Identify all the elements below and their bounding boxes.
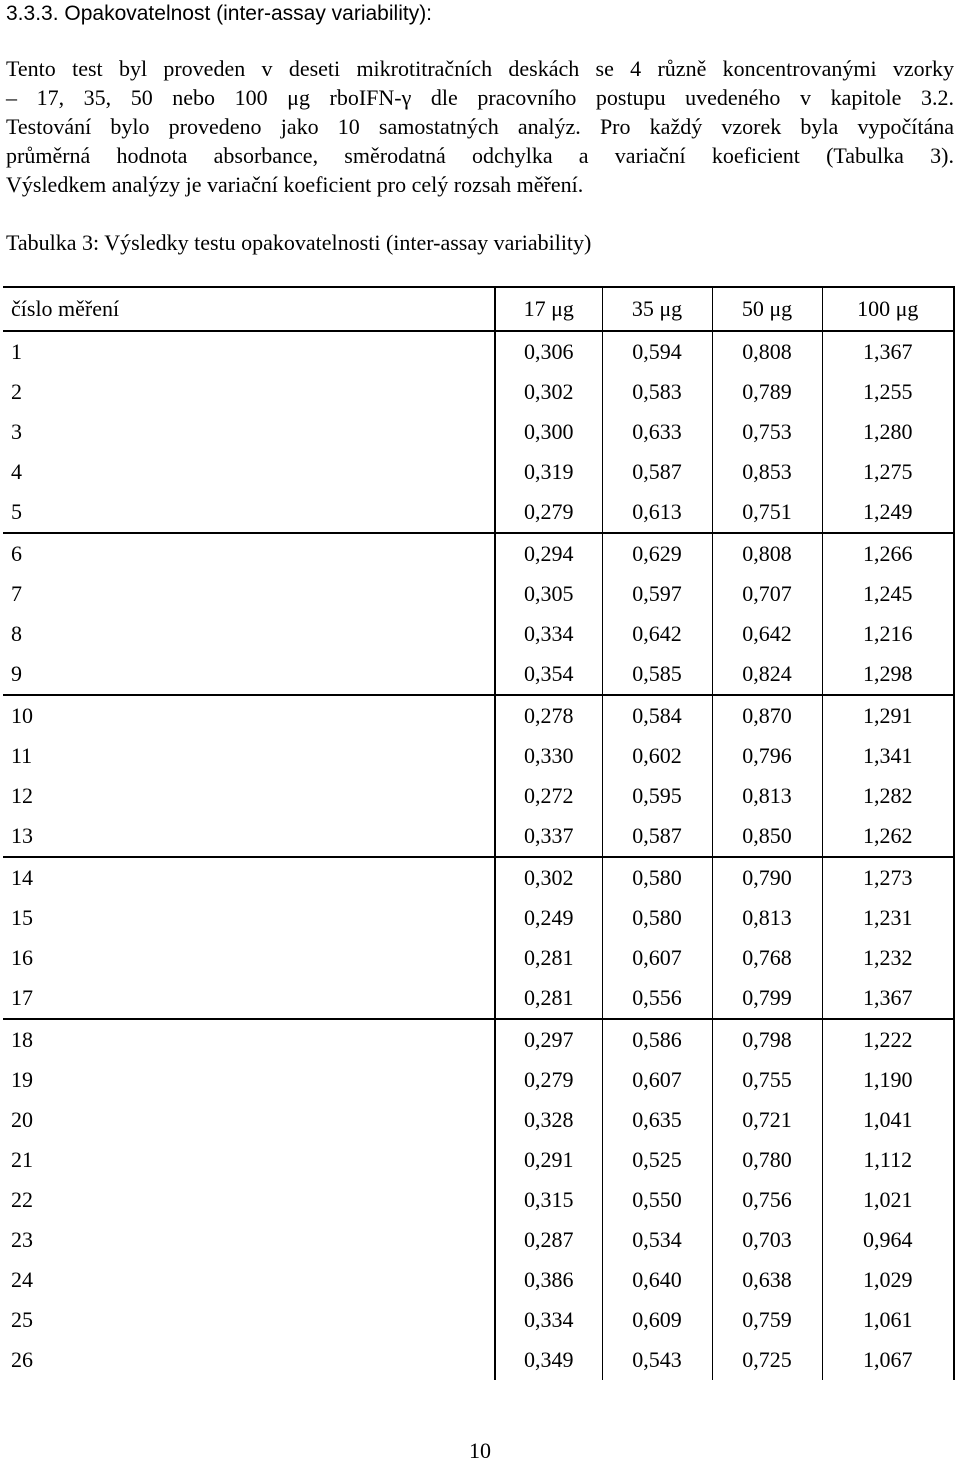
paragraph-line: – 17, 35, 50 nebo 100 μg rboIFN-γ dle pracovního postupu uvedeného v kapitole 3.2. <box>6 85 954 110</box>
value-cell: 0,799 <box>712 978 822 1019</box>
measurement-number-cell: 21 <box>3 1140 495 1180</box>
paragraph-line: průměrná hodnota absorbance, směrodatná odchylka a variační koeficient (Tabulka 3). <box>6 143 954 168</box>
table-row <box>3 978 954 1019</box>
table-row <box>3 776 954 816</box>
value-cell: 0,759 <box>712 1300 822 1340</box>
value-cell: 0,584 <box>602 695 712 736</box>
value-cell: 0,287 <box>495 1220 602 1260</box>
measurement-number-cell: 8 <box>3 614 495 654</box>
measurement-number-cell: 10 <box>3 695 495 736</box>
body-paragraph <box>6 54 954 199</box>
value-cell: 1,190 <box>822 1060 954 1100</box>
results-table <box>3 286 955 1380</box>
value-cell: 0,642 <box>602 614 712 654</box>
value-cell: 0,638 <box>712 1260 822 1300</box>
value-cell: 0,328 <box>495 1100 602 1140</box>
page-number: 10 <box>469 1438 491 1463</box>
value-cell: 1,067 <box>822 1340 954 1380</box>
measurement-number-cell: 16 <box>3 938 495 978</box>
measurement-number-cell: 26 <box>3 1340 495 1380</box>
value-cell: 0,583 <box>602 372 712 412</box>
value-cell: 0,334 <box>495 614 602 654</box>
table-row <box>3 938 954 978</box>
value-cell: 0,281 <box>495 978 602 1019</box>
column-header: 100 μg <box>822 287 954 331</box>
paragraph-line: Tento test byl proveden v deseti mikrotitračních deskách se 4 různě koncentrovanými vzorky <box>6 56 954 81</box>
value-cell: 0,300 <box>495 412 602 452</box>
value-cell: 0,768 <box>712 938 822 978</box>
measurement-number-cell: 23 <box>3 1220 495 1260</box>
value-cell: 1,041 <box>822 1100 954 1140</box>
measurement-number-cell: 22 <box>3 1180 495 1220</box>
value-cell: 0,334 <box>495 1300 602 1340</box>
value-cell: 0,789 <box>712 372 822 412</box>
value-cell: 1,275 <box>822 452 954 492</box>
table-row <box>3 1340 954 1380</box>
value-cell: 0,629 <box>602 533 712 574</box>
value-cell: 0,349 <box>495 1340 602 1380</box>
value-cell: 0,556 <box>602 978 712 1019</box>
value-cell: 0,780 <box>712 1140 822 1180</box>
value-cell: 0,607 <box>602 1060 712 1100</box>
value-cell: 0,580 <box>602 898 712 938</box>
column-header: číslo měření <box>3 287 495 331</box>
value-cell: 0,703 <box>712 1220 822 1260</box>
measurement-number-cell: 9 <box>3 654 495 695</box>
table-row <box>3 331 954 372</box>
table-row <box>3 1220 954 1260</box>
value-cell: 0,279 <box>495 492 602 533</box>
column-header: 50 μg <box>712 287 822 331</box>
measurement-number-cell: 24 <box>3 1260 495 1300</box>
value-cell: 1,231 <box>822 898 954 938</box>
value-cell: 0,964 <box>822 1220 954 1260</box>
table-row <box>3 695 954 736</box>
value-cell: 0,808 <box>712 533 822 574</box>
value-cell: 0,297 <box>495 1019 602 1060</box>
value-cell: 0,870 <box>712 695 822 736</box>
table-row <box>3 372 954 412</box>
value-cell: 0,386 <box>495 1260 602 1300</box>
table-row <box>3 1260 954 1300</box>
value-cell: 0,534 <box>602 1220 712 1260</box>
measurement-number-cell: 12 <box>3 776 495 816</box>
value-cell: 0,753 <box>712 412 822 452</box>
value-cell: 0,796 <box>712 736 822 776</box>
measurement-number-cell: 4 <box>3 452 495 492</box>
value-cell: 0,633 <box>602 412 712 452</box>
value-cell: 0,543 <box>602 1340 712 1380</box>
table-row <box>3 1140 954 1180</box>
table-row <box>3 533 954 574</box>
value-cell: 1,255 <box>822 372 954 412</box>
measurement-number-cell: 25 <box>3 1300 495 1340</box>
column-header: 17 μg <box>495 287 602 331</box>
value-cell: 0,751 <box>712 492 822 533</box>
value-cell: 0,595 <box>602 776 712 816</box>
value-cell: 0,707 <box>712 574 822 614</box>
value-cell: 1,232 <box>822 938 954 978</box>
table-caption: Tabulka 3: Výsledky testu opakovatelnosti (inter-assay variability) <box>6 230 592 255</box>
measurement-number-cell: 1 <box>3 331 495 372</box>
table-row <box>3 614 954 654</box>
table-row <box>3 898 954 938</box>
table-row <box>3 1060 954 1100</box>
table-header-row <box>3 287 954 331</box>
value-cell: 0,813 <box>712 898 822 938</box>
measurement-number-cell: 2 <box>3 372 495 412</box>
value-cell: 0,790 <box>712 857 822 898</box>
value-cell: 0,721 <box>712 1100 822 1140</box>
value-cell: 0,755 <box>712 1060 822 1100</box>
value-cell: 0,602 <box>602 736 712 776</box>
table-row <box>3 1180 954 1220</box>
value-cell: 0,587 <box>602 816 712 857</box>
value-cell: 1,029 <box>822 1260 954 1300</box>
measurement-number-cell: 5 <box>3 492 495 533</box>
value-cell: 0,330 <box>495 736 602 776</box>
table-row <box>3 452 954 492</box>
table-row <box>3 1100 954 1140</box>
value-cell: 0,850 <box>712 816 822 857</box>
measurement-number-cell: 11 <box>3 736 495 776</box>
value-cell: 1,266 <box>822 533 954 574</box>
measurement-number-cell: 18 <box>3 1019 495 1060</box>
value-cell: 0,305 <box>495 574 602 614</box>
value-cell: 1,291 <box>822 695 954 736</box>
value-cell: 0,756 <box>712 1180 822 1220</box>
value-cell: 0,294 <box>495 533 602 574</box>
table-row <box>3 816 954 857</box>
measurement-number-cell: 19 <box>3 1060 495 1100</box>
value-cell: 0,642 <box>712 614 822 654</box>
value-cell: 1,282 <box>822 776 954 816</box>
value-cell: 1,341 <box>822 736 954 776</box>
value-cell: 0,319 <box>495 452 602 492</box>
table-row <box>3 1019 954 1060</box>
value-cell: 1,273 <box>822 857 954 898</box>
value-cell: 1,280 <box>822 412 954 452</box>
value-cell: 1,216 <box>822 614 954 654</box>
measurement-number-cell: 6 <box>3 533 495 574</box>
value-cell: 0,587 <box>602 452 712 492</box>
value-cell: 1,367 <box>822 331 954 372</box>
value-cell: 0,597 <box>602 574 712 614</box>
value-cell: 0,302 <box>495 372 602 412</box>
table-row <box>3 654 954 695</box>
table-row <box>3 574 954 614</box>
value-cell: 1,245 <box>822 574 954 614</box>
measurement-number-cell: 13 <box>3 816 495 857</box>
value-cell: 0,550 <box>602 1180 712 1220</box>
value-cell: 1,298 <box>822 654 954 695</box>
value-cell: 0,315 <box>495 1180 602 1220</box>
value-cell: 0,853 <box>712 452 822 492</box>
table-row <box>3 412 954 452</box>
value-cell: 0,609 <box>602 1300 712 1340</box>
value-cell: 0,640 <box>602 1260 712 1300</box>
value-cell: 0,249 <box>495 898 602 938</box>
value-cell: 0,281 <box>495 938 602 978</box>
value-cell: 1,222 <box>822 1019 954 1060</box>
paragraph-line: Testování bylo provedeno jako 10 samostatných analýz. Pro každý vzorek byla vypočítána <box>6 114 954 139</box>
value-cell: 0,594 <box>602 331 712 372</box>
value-cell: 0,824 <box>712 654 822 695</box>
value-cell: 0,635 <box>602 1100 712 1140</box>
table-row <box>3 492 954 533</box>
measurement-number-cell: 20 <box>3 1100 495 1140</box>
results-table-body <box>3 287 954 1380</box>
section-heading: 3.3.3. Opakovatelnost (inter-assay variability): <box>6 2 433 25</box>
value-cell: 0,613 <box>602 492 712 533</box>
value-cell: 0,585 <box>602 654 712 695</box>
measurement-number-cell: 3 <box>3 412 495 452</box>
measurement-number-cell: 7 <box>3 574 495 614</box>
value-cell: 0,291 <box>495 1140 602 1180</box>
measurement-number-cell: 14 <box>3 857 495 898</box>
value-cell: 0,279 <box>495 1060 602 1100</box>
value-cell: 0,354 <box>495 654 602 695</box>
value-cell: 0,278 <box>495 695 602 736</box>
value-cell: 1,262 <box>822 816 954 857</box>
paragraph-line: Výsledkem analýzy je variační koeficient pro celý rozsah měření. <box>6 172 584 197</box>
value-cell: 1,367 <box>822 978 954 1019</box>
table-row <box>3 1300 954 1340</box>
column-header: 35 μg <box>602 287 712 331</box>
value-cell: 1,112 <box>822 1140 954 1180</box>
measurement-number-cell: 17 <box>3 978 495 1019</box>
table-row <box>3 857 954 898</box>
value-cell: 0,586 <box>602 1019 712 1060</box>
table-row <box>3 736 954 776</box>
value-cell: 0,725 <box>712 1340 822 1380</box>
value-cell: 1,021 <box>822 1180 954 1220</box>
value-cell: 0,337 <box>495 816 602 857</box>
value-cell: 1,249 <box>822 492 954 533</box>
value-cell: 1,061 <box>822 1300 954 1340</box>
measurement-number-cell: 15 <box>3 898 495 938</box>
value-cell: 0,525 <box>602 1140 712 1180</box>
value-cell: 0,813 <box>712 776 822 816</box>
value-cell: 0,302 <box>495 857 602 898</box>
value-cell: 0,798 <box>712 1019 822 1060</box>
value-cell: 0,607 <box>602 938 712 978</box>
value-cell: 0,808 <box>712 331 822 372</box>
value-cell: 0,306 <box>495 331 602 372</box>
value-cell: 0,580 <box>602 857 712 898</box>
value-cell: 0,272 <box>495 776 602 816</box>
